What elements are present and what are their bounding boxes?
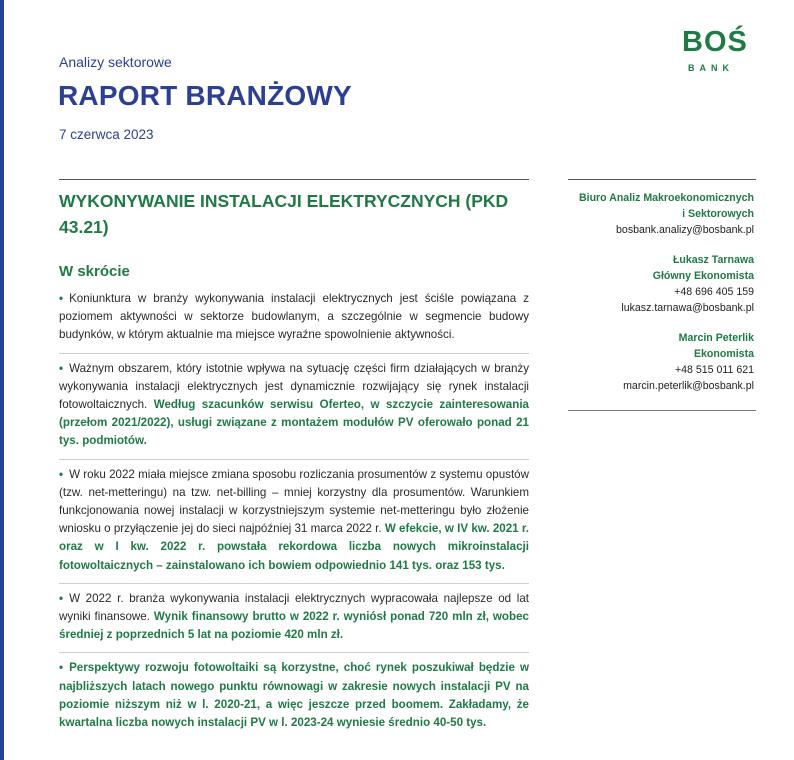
bullet-text: Ważnym obszarem, który istotnie wpływa na sytuację części firm działających w branży wykonywania instalacji elektrycznych jest dynamicznie rozwijający się rynek instalacji fotowoltaicznych.	[59, 361, 529, 412]
summary-bullets	[59, 290, 529, 740]
bullet-item: • Ważnym obszarem, który istotnie wpływa na sytuację części firm działających w branży wykonywania instalacji elektrycznych jest dynamicznie rozwijający się rynek instalacji fotowoltaicznych. Według szacunków serwisu Oferteo, w szczycie zainteresowania (przełom 2021/2022), usługi związane z montażem modułów PV oferowało ponad 21 tys. podmiotów.	[59, 361, 529, 448]
office-name-line1: Biuro Analiz Makroekonomicznych	[578, 192, 754, 204]
contact-person	[560, 330, 754, 394]
logo-wordmark: BOŚ	[682, 26, 748, 58]
contact-role: Ekonomista	[693, 348, 754, 360]
bullet-highlight: W efekcie, w IV kw. 2021 r. oraz w I kw. 2022 r. powstała rekordowa liczba nowych mikroinstalacji fotowoltaicznych – zainstalowano ich bowiem odpowiednio 141 tys. oraz 153 tys.	[59, 522, 529, 572]
contacts-panel	[560, 190, 754, 408]
bullet-separator	[59, 652, 529, 653]
bullet-separator	[59, 459, 529, 460]
office-email-link[interactable]: bosbank.analizy@bosbank.pl	[616, 224, 754, 236]
bullet-highlight: Według szacunków serwisu Oferteo, w szczycie zainteresowania (przełom 2021/2022), usługi związane z montażem modułów PV oferowało ponad 21 tys. podmiotów.	[59, 398, 529, 448]
bullet-separator	[59, 583, 529, 584]
bullet-text: W roku 2022 miała miejsce zmiana sposobu rozliczania prosumentów z systemu opustów (tzw. net-metteringu) na tzw. net-billing – mniej korzystny dla prosumentów. Warunkiem funkcjonowania nowej instalacji w korzystniejszym systemie net-metteringu było złożenie wniosku o przyłączenie jej do sieci najpóźniej 31 marca 2022 r.	[59, 467, 529, 536]
contact-email-link[interactable]: lukasz.tarnawa@bosbank.pl	[621, 302, 754, 314]
bos-bank-logo	[676, 24, 786, 76]
contact-phone: +48 515 011 621	[674, 364, 754, 376]
bullet-text: Koniunktura w branży wykonywania instalacji elektrycznych jest ściśle powiązana z poziomem aktywności w sektorze budowlanym, a szczególnie w segmencie budowy budynków, w którym aktualnie ma miejsce wyraźne spowolnienie aktywności.	[59, 292, 529, 342]
bullet-item: • W 2022 r. branża wykonywania instalacji elektrycznych wypracowała najlepsze od lat wyniki finansowe. Wynik finansowy brutto w 2022 r. wyniósł ponad 720 mln zł, wobec średniej z poprzednich 5 lat na poziomie 420 mln zł.	[59, 591, 529, 642]
section-title: WYKONYWANIE INSTALACJI ELEKTRYCZNYCH (PKD 43.21)	[59, 191, 509, 237]
report-date: 7 czerwca 2023	[59, 127, 154, 142]
contacts-divider	[568, 410, 756, 411]
report-category: Analizy sektorowe	[59, 54, 172, 70]
office-name-line2: i Sektorowych	[682, 208, 754, 220]
contact-role: Główny Ekonomista	[652, 270, 754, 282]
contact-office	[560, 190, 754, 238]
bullet-highlight: Perspektywy rozwoju fotowoltaiki są korzystne, choć rynek poszukiwał będzie w najbliższych latach nowego punktu równowagi w zakresie nowych instalacji PV na poziomie niższym niż w l. 2020-21, a więc jeszcze przed boomem. Zakładamy, że kwartalna liczba nowych instalacji PV w l. 2023-24 wyniesie średnio 40-50 tys.	[59, 661, 529, 730]
contact-person	[560, 252, 754, 316]
logo-subtitle: BANK	[688, 63, 734, 73]
summary-heading: W skrócie	[59, 263, 130, 280]
header-divider-left	[59, 179, 529, 180]
bullet-highlight: Wynik finansowy brutto w 2022 r. wyniósł ponad 720 mln zł, wobec średniej z poprzednich 5 lat na poziomie 420 mln zł.	[59, 610, 529, 642]
left-accent-bar	[0, 0, 4, 760]
contact-email-link[interactable]: marcin.peterlik@bosbank.pl	[623, 380, 754, 392]
report-title: RAPORT BRANŻOWY	[58, 80, 352, 111]
contact-phone: +48 696 405 159	[674, 286, 754, 298]
bullet-text: W 2022 r. branża wykonywania instalacji elektrycznych wypracowała najlepsze od lat wyniki finansowe.	[59, 591, 529, 624]
header-divider-right	[568, 179, 756, 180]
bullet-item: • Perspektywy rozwoju fotowoltaiki są korzystne, choć rynek poszukiwał będzie w najbliższych latach nowego punktu równowagi w zakresie nowych instalacji PV na poziomie niższym niż w l. 2020-21, a więc jeszcze przed boomem. Zakładamy, że kwartalna liczba nowych instalacji PV w l. 2023-24 wyniesie średnio 40-50 tys.	[59, 661, 529, 730]
bullet-separator	[59, 353, 529, 354]
contact-name: Łukasz Tarnawa	[672, 254, 754, 266]
bullet-item: • W roku 2022 miała miejsce zmiana sposobu rozliczania prosumentów z systemu opustów (tzw. net-metteringu) na tzw. net-billing – mniej korzystny dla prosumentów. Warunkiem funkcjonowania nowej instalacji w korzystniejszym systemie net-metteringu było złożenie wniosku o przyłączenie jej do sieci najpóźniej 31 marca 2022 r. W efekcie, w IV kw. 2021 r. oraz w I kw. 2022 r. powstała rekordowa liczba nowych mikroinstalacji fotowoltaicznych – zainstalowano ich bowiem odpowiednio 141 tys. oraz 153 tys.	[59, 467, 529, 572]
contact-name: Marcin Peterlik	[678, 332, 754, 344]
bullet-item: • Koniunktura w branży wykonywania instalacji elektrycznych jest ściśle powiązana z poziomem aktywności w sektorze budowlanym, a szczególnie w segmencie budowy budynków, w którym aktualnie ma miejsce wyraźne spowolnienie aktywności.	[59, 292, 529, 342]
